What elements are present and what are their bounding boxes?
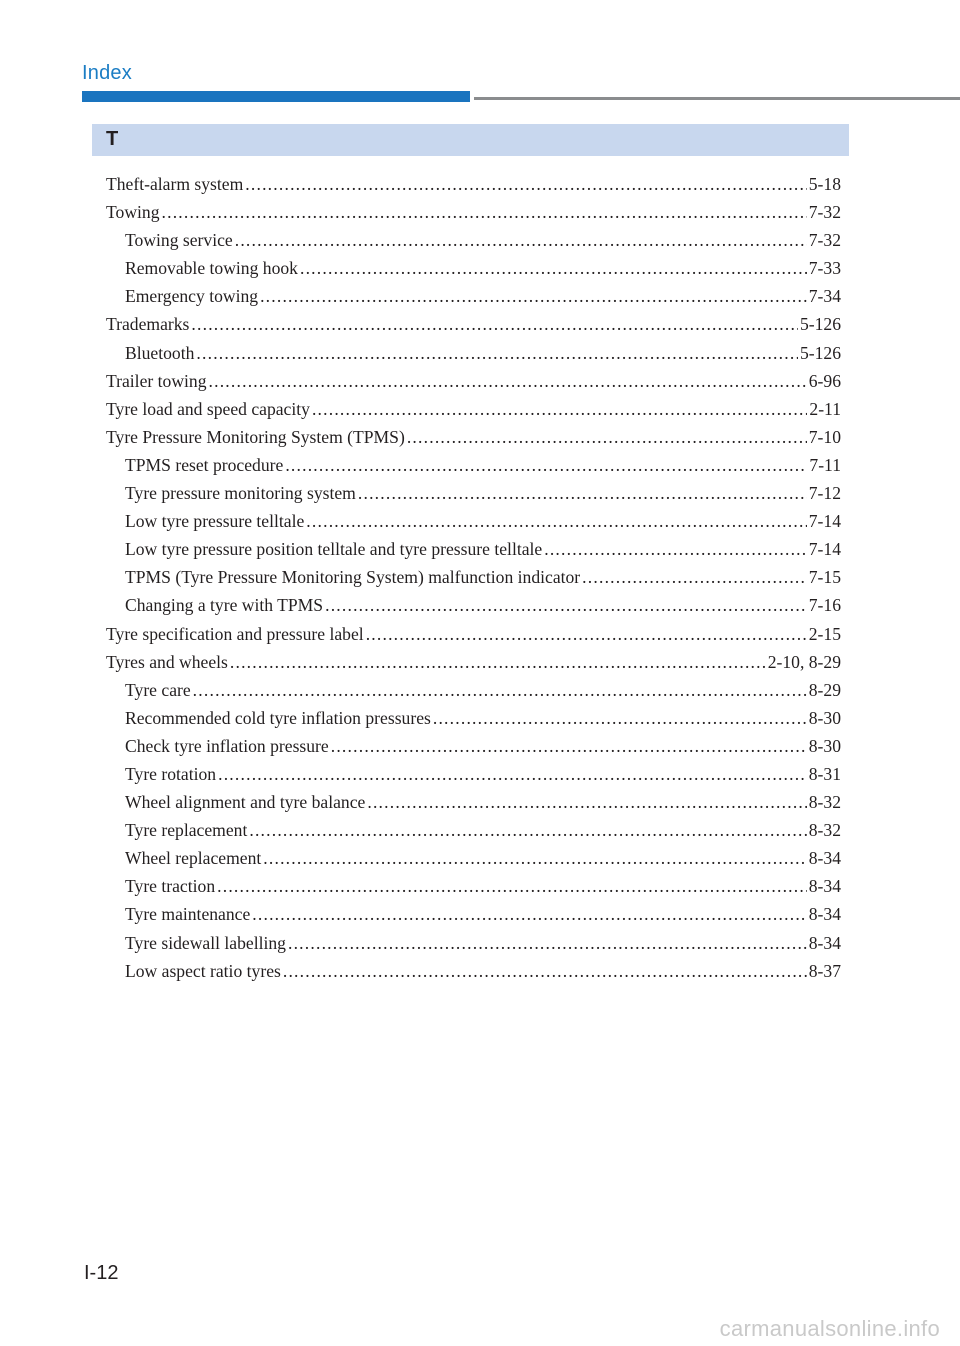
index-entry[interactable] (106, 170, 841, 198)
dot-leader (235, 226, 807, 254)
index-subentry[interactable] (106, 788, 841, 816)
dot-leader (407, 423, 807, 451)
dot-leader (191, 310, 798, 338)
header-rule (474, 97, 960, 100)
entry-label: Tyre load and speed capacity (106, 398, 310, 419)
entry-label: Trademarks (106, 314, 190, 335)
index-subentry[interactable] (106, 816, 841, 844)
dot-leader (358, 479, 807, 507)
dot-leader (245, 170, 806, 198)
index-subentry[interactable] (106, 957, 841, 985)
entry-page-ref: 7-32 (808, 202, 841, 223)
entry-label: Trailer towing (106, 370, 207, 391)
entry-page-ref: 8-32 (808, 792, 841, 813)
entry-page-ref: 8-29 (808, 679, 841, 700)
entry-page-ref: 7-11 (809, 454, 841, 475)
index-subentry[interactable] (106, 282, 841, 310)
entry-label: Towing service (125, 230, 233, 251)
entry-page-ref: 7-12 (808, 483, 841, 504)
entry-label: Tyre traction (125, 876, 216, 897)
entry-label: Bluetooth (125, 342, 195, 363)
entry-label: Theft-alarm system (106, 174, 244, 194)
entry-page-ref: 5-18 (808, 174, 841, 194)
index-entry[interactable] (106, 620, 841, 648)
index-subentry[interactable] (106, 339, 841, 367)
entry-page-ref: 8-34 (808, 932, 841, 953)
entry-page-ref: 5-126 (799, 314, 841, 335)
entry-page-ref: 6-96 (808, 370, 841, 391)
entry-page-ref: 7-14 (808, 511, 841, 532)
index-subentry[interactable] (106, 479, 841, 507)
dot-leader (312, 395, 807, 423)
dot-leader (249, 816, 806, 844)
entry-page-ref: 7-15 (808, 567, 841, 588)
entry-page-ref: 8-37 (808, 960, 841, 981)
entry-label: Wheel alignment and tyre balance (125, 792, 366, 813)
index-entry[interactable] (106, 198, 841, 226)
index-subentry[interactable] (106, 451, 841, 479)
index-entry[interactable] (106, 310, 841, 338)
dot-leader (367, 788, 806, 816)
header-accent-bar (82, 91, 470, 102)
dot-leader (263, 844, 806, 872)
entry-page-ref: 8-31 (808, 763, 841, 784)
index-subentry[interactable] (106, 760, 841, 788)
entry-page-ref: 7-33 (808, 258, 841, 279)
entry-page-ref: 7-16 (808, 595, 841, 616)
section-title: Index (82, 62, 132, 84)
entry-page-ref: 8-34 (808, 876, 841, 897)
index-subentry[interactable] (106, 732, 841, 760)
index-subentry[interactable] (106, 929, 841, 957)
entry-label: Tyre pressure monitoring system (125, 483, 356, 504)
dot-leader (288, 929, 807, 957)
entry-label: Low tyre pressure telltale (125, 511, 305, 532)
dot-leader (218, 760, 807, 788)
dot-leader (582, 563, 807, 591)
entry-page-ref: 8-34 (808, 848, 841, 869)
index-entry[interactable] (106, 648, 841, 676)
index-letter: T (106, 128, 119, 150)
entry-label: Low aspect ratio tyres (125, 960, 281, 981)
index-entry[interactable] (106, 367, 841, 395)
index-subentry[interactable] (106, 563, 841, 591)
dot-leader (433, 704, 807, 732)
dot-leader (325, 591, 807, 619)
entry-label: Check tyre inflation pressure (125, 735, 329, 756)
page-number: I-12 (84, 1262, 119, 1284)
watermark: carmanualsonline.info (719, 1316, 940, 1341)
entry-label: Tyre care (125, 679, 191, 700)
index-subentry[interactable] (106, 844, 841, 872)
entry-page-ref: 7-34 (808, 286, 841, 307)
index-subentry[interactable] (106, 535, 841, 563)
index-subentry[interactable] (106, 591, 841, 619)
entry-label: Tyre maintenance (125, 904, 251, 925)
entry-label: TPMS (Tyre Pressure Monitoring System) malfunction indicator (125, 567, 581, 588)
dot-leader (162, 198, 807, 226)
dot-leader (252, 900, 806, 928)
entry-label: Tyre rotation (125, 763, 217, 784)
entry-label: Recommended cold tyre inflation pressures (125, 707, 431, 728)
entry-label: Low tyre pressure position telltale and tyre pressure telltale (125, 539, 543, 560)
dot-leader (217, 872, 807, 900)
dot-leader (196, 339, 798, 367)
dot-leader (300, 254, 807, 282)
dot-leader (230, 648, 766, 676)
entry-label: Tyre sidewall labelling (125, 932, 286, 953)
dot-leader (193, 676, 807, 704)
entry-label: Wheel replacement (125, 848, 262, 869)
index-entry-list (106, 170, 841, 985)
entry-page-ref: 5-126 (799, 342, 841, 363)
entry-page-ref: 8-34 (808, 904, 841, 925)
dot-leader (544, 535, 807, 563)
index-subentry[interactable] (106, 254, 841, 282)
index-entry[interactable] (106, 395, 841, 423)
index-subentry[interactable] (106, 704, 841, 732)
dot-leader (306, 507, 806, 535)
index-letter-band (92, 124, 849, 156)
entry-page-ref: 8-30 (808, 707, 841, 728)
entry-page-ref: 2-11 (809, 398, 841, 419)
dot-leader (283, 957, 807, 985)
dot-leader (285, 451, 807, 479)
entry-page-ref: 8-32 (808, 820, 841, 841)
entry-label: Tyre replacement (125, 820, 248, 841)
entry-page-ref: 7-32 (808, 230, 841, 251)
entry-label: Tyre Pressure Monitoring System (TPMS) (106, 426, 405, 447)
index-subentry[interactable] (106, 226, 841, 254)
entry-label: Emergency towing (125, 286, 259, 307)
entry-label: Tyre specification and pressure label (106, 623, 364, 644)
dot-leader (209, 367, 807, 395)
dot-leader (331, 732, 807, 760)
entry-page-ref: 2-15 (808, 623, 841, 644)
entry-label: Changing a tyre with TPMS (125, 595, 324, 616)
index-subentry[interactable] (106, 872, 841, 900)
entry-page-ref: 2-10, 8-29 (767, 651, 841, 672)
index-subentry[interactable] (106, 900, 841, 928)
index-subentry[interactable] (106, 507, 841, 535)
entry-label: Towing (106, 202, 160, 223)
entry-page-ref: 7-10 (808, 426, 841, 447)
index-entry[interactable] (106, 423, 841, 451)
dot-leader (260, 282, 807, 310)
entry-page-ref: 8-30 (808, 735, 841, 756)
entry-page-ref: 7-14 (808, 539, 841, 560)
entry-label: Tyres and wheels (106, 651, 228, 672)
dot-leader (366, 620, 807, 648)
entry-label: TPMS reset procedure (125, 454, 284, 475)
entry-label: Removable towing hook (125, 258, 298, 279)
index-subentry[interactable] (106, 676, 841, 704)
